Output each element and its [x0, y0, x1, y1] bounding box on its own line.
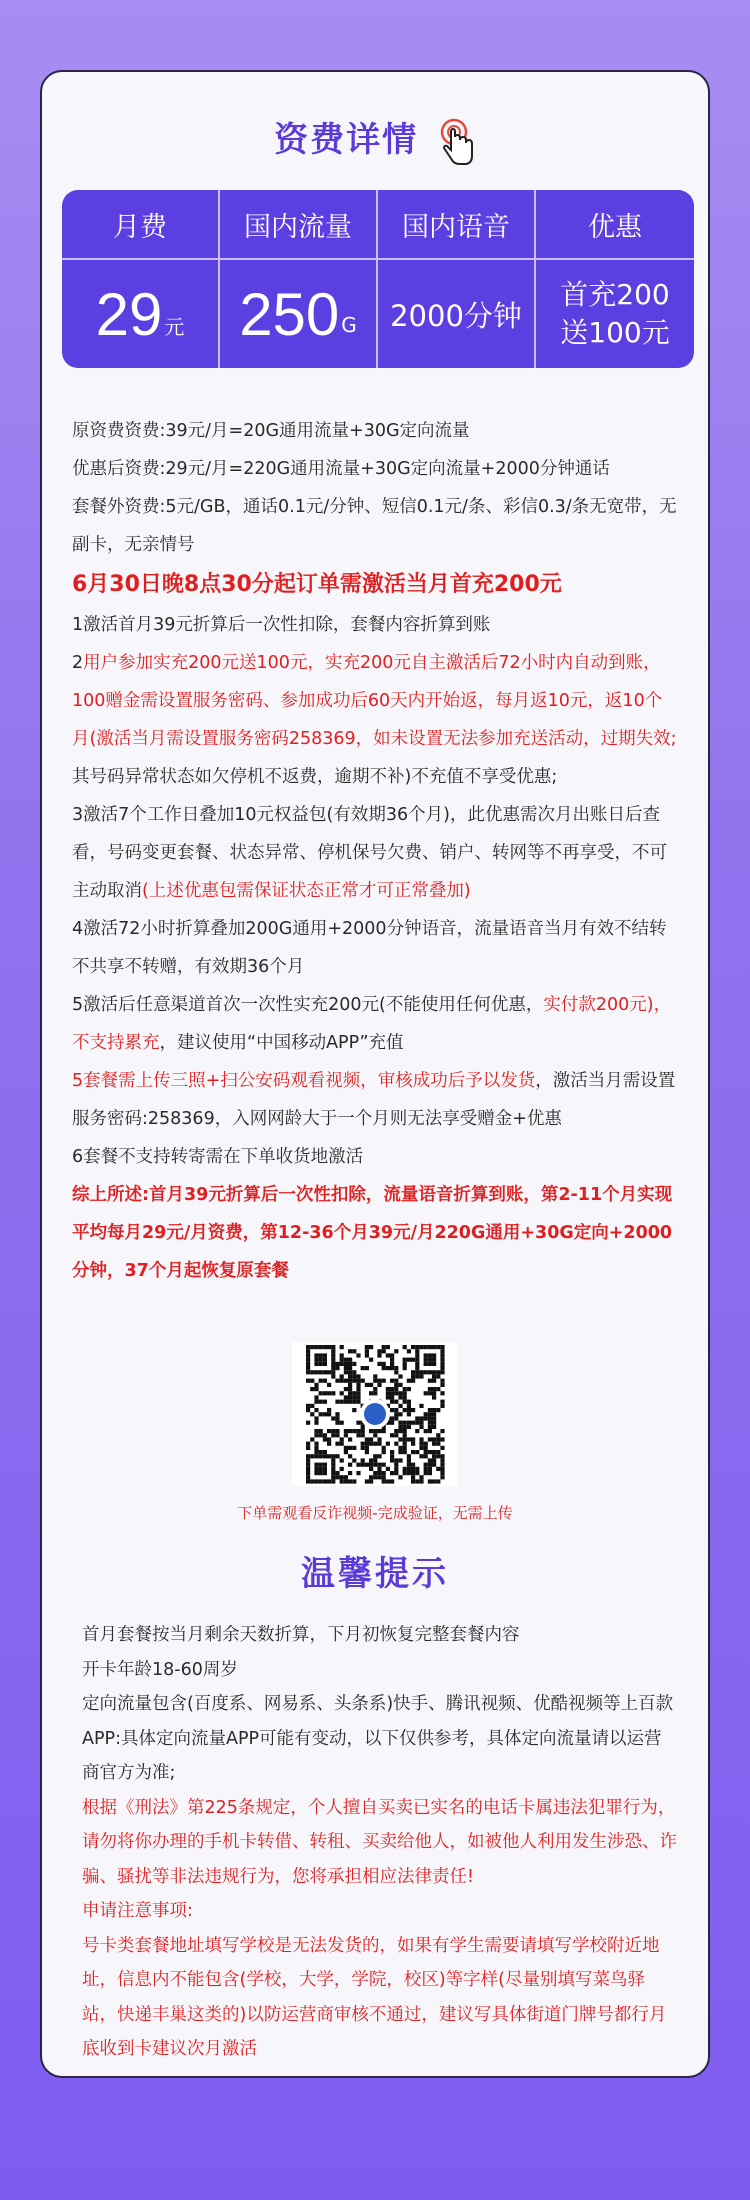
data-unit: G	[341, 313, 357, 337]
detail-item-5	[72, 986, 678, 1062]
promo-value	[536, 260, 694, 368]
detail-item-3-text: 3激活7个工作日叠加10元权益包(有效期36个月)，此优惠需次月出账日后查看，号码变更套餐、状态异常、停机保号欠费、销户、转网等不再享受，不可主动取消	[72, 805, 667, 901]
detail-item-4: 4激活72小时折算叠加200G通用+2000分钟语音，流量语音当月有效不结转不共享不转赠，有效期36个月	[72, 919, 667, 977]
order-headline: 6月30日晚8点30分起订单需激活当月首充200元	[72, 572, 562, 597]
monthly-fee-value	[62, 260, 220, 368]
detail-item-5-text: 5激活后任意渠道首次一次性实充200元(不能使用任何优惠，	[72, 995, 544, 1015]
tips-section	[82, 1618, 678, 2067]
page-title	[42, 112, 708, 166]
tips-notice-title: 申请注意事项:	[82, 1901, 193, 1921]
monthly-fee-unit: 元	[164, 314, 185, 339]
detail-item-3	[72, 796, 678, 910]
detail-item-6-rest: ，激活当月需设置服务密码:258369，入网网龄大于一个月则无法享受赠金+优惠	[72, 1071, 676, 1129]
discount-price-line: 优惠后资费:29元/月=220G通用流量+30G定向流量+2000分钟通话	[72, 459, 610, 479]
qr-caption: 下单需观看反诈视频-完成验证，无需上传	[237, 1504, 513, 1522]
summary-text: 综上所述:首月39元折算后一次性扣除，流量语音折算到账，第2-11个月实现平均每月29元/月资费，第12-36个月39元/月220G通用+30G定向+2000分钟，37个月起恢复原套餐	[72, 1185, 673, 1281]
header-promotion: 优惠	[536, 190, 694, 260]
promo-line-1: 首充200	[560, 278, 670, 311]
tips-title: 温馨提示	[301, 1554, 449, 1594]
header-domestic-data: 国内流量	[220, 190, 378, 260]
tips-line-3: 定向流量包含(百度系、网易系、头条系)快手、腾讯视频、优酷视频等上百款APP:具体定向流量APP可能有变动，以下仅供参考，具体定向流量请以运营商官方为准;	[82, 1694, 674, 1783]
promo-line-2: 送100元	[560, 316, 670, 349]
plan-details	[72, 412, 678, 1290]
detail-item-2-number: 2	[72, 653, 84, 673]
tips-line-1: 首月套餐按当月剩余天数折算，下月初恢复完整套餐内容	[82, 1625, 520, 1645]
tips-line-2: 开卡年龄18-60周岁	[82, 1659, 238, 1680]
original-price-line: 原资费资费:39元/月=20G通用流量+30G定向流量	[72, 421, 470, 441]
detail-item-2	[72, 644, 678, 796]
detail-item-2-rest: 其号码异常状态如欠停机不返费，逾期不补)不充值不享受优惠;	[72, 767, 558, 787]
voice-value: 2000分钟	[378, 260, 536, 368]
detail-item-2-highlight: 用户参加实充200元送100元，实充200元自主激活后72小时内自动到账，100赠金需设置服务密码、参加成功后60天内开始返，每月返10元，返10个月(激活当月需设置服务密码258369，如未设置无法参加充送活动，过期失效;	[72, 653, 677, 749]
header-monthly-fee: 月费	[62, 190, 220, 260]
detail-item-3-highlight: (上述优惠包需保证状态正常才可正常叠加)	[142, 881, 471, 901]
tips-legal: 根据《刑法》第225条规定，个人擅自买卖已实名的电话卡属违法犯罪行为，请勿将你办理的手机卡转借、转租、买卖给他人，如被他人利用发生涉恐、诈骗、骚扰等非法违规行为，您将承担相应法律责任!	[82, 1797, 677, 1887]
detail-item-6-highlight: 5套餐需上传三照+扫公安码观看视频，审核成功后予以发货	[72, 1071, 536, 1091]
detail-item-6	[72, 1062, 678, 1138]
data-number: 250	[239, 280, 340, 348]
plan-price-table	[62, 190, 694, 368]
data-value	[220, 260, 378, 368]
tips-notice: 号卡类套餐地址填写学校是无法发货的，如果有学生需要请填写学校附近地址，信息内不能包含(学校，大学，学院，校区)等字样(尽量别填写菜鸟驿站，快递丰巢这类的)以防运营商审核不通过，建议写具体街道门牌号都行月底收到卡建议次月激活	[82, 1935, 667, 2059]
detail-item-5-rest: ，建议使用“中国移动APP”充值	[159, 1033, 404, 1053]
detail-item-7: 6套餐不支持转寄需在下单收货地激活	[72, 1147, 364, 1167]
header-domestic-voice: 国内语音	[378, 190, 536, 260]
page-title-text: 资费详情	[274, 120, 419, 160]
pointer-hand-icon	[438, 118, 476, 166]
extra-fee-line: 套餐外资费:5元/GB，通话0.1元/分钟、短信0.1元/条、彩信0.3/条无宽带，无副卡，无亲情号	[72, 497, 677, 555]
monthly-fee-number: 29	[95, 280, 163, 348]
plan-card	[40, 70, 710, 2078]
detail-item-5-highlight: 实付款200元)，不支持累充	[72, 995, 672, 1053]
qr-code-icon[interactable]	[292, 1342, 458, 1486]
detail-item-1: 1激活首月39元折算后一次性扣除，套餐内容折算到账	[72, 615, 491, 635]
